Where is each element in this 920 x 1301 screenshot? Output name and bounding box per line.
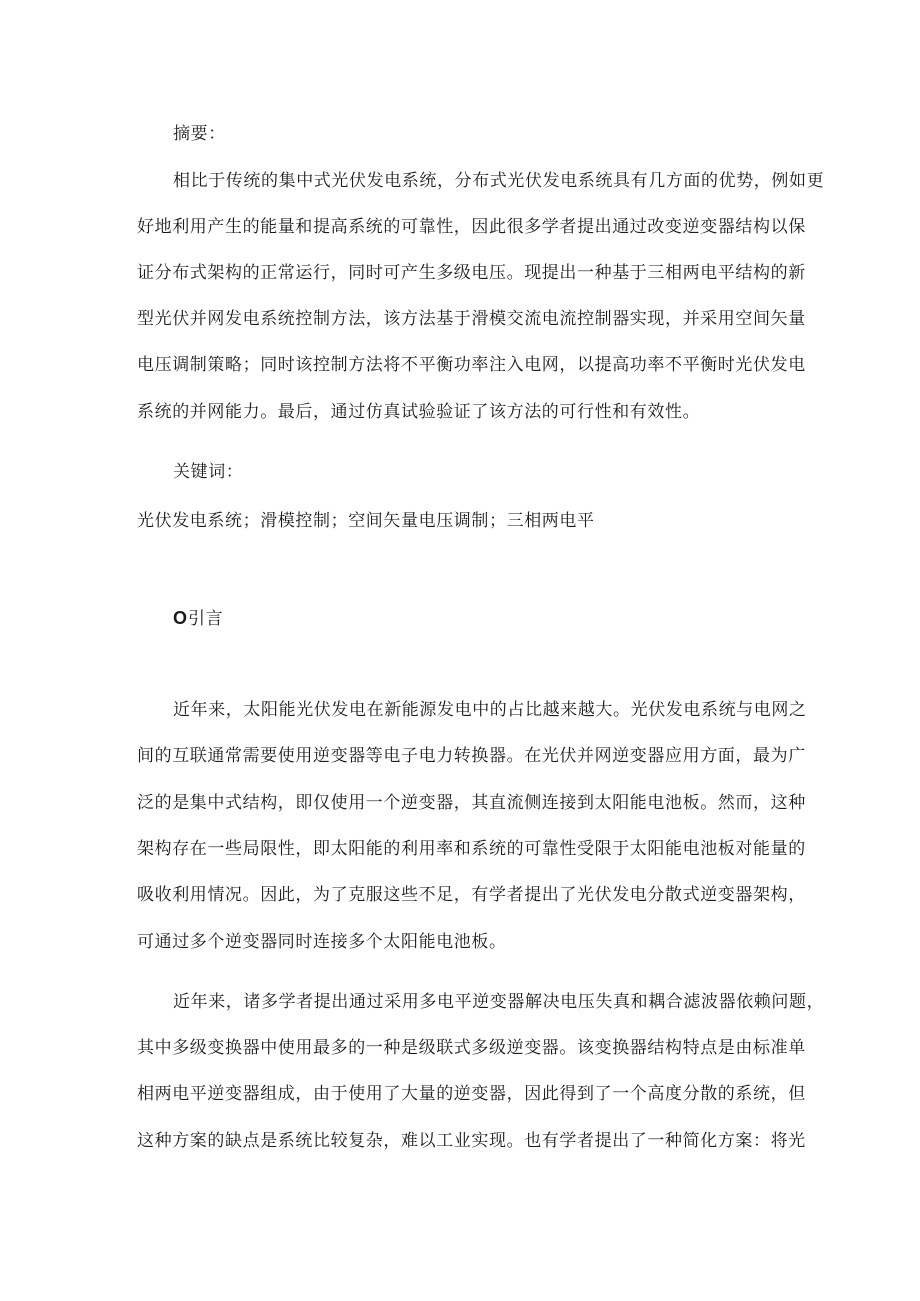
abstract-line: 相比于传统的集中式光伏发电系统，分布式光伏发电系统具有几方面的优势，例如更 xyxy=(173,171,825,191)
keywords-text: 光伏发电系统；滑模控制；空间矢量电压调制；三相两电平 xyxy=(137,511,595,531)
section-number: O xyxy=(173,608,188,628)
paragraph-line: 架构存在一些局限性，即太阳能的利用率和系统的可靠性受限于太阳能电池板对能量的 xyxy=(137,839,806,859)
paragraph-line: 可通过多个逆变器同时连接多个太阳能电池板。 xyxy=(137,932,507,952)
abstract-line: 证分布式架构的正常运行，同时可产生多级电压。现提出一种基于三相两电平结构的新 xyxy=(137,263,806,283)
abstract-line: 型光伏并网发电系统控制方法，该方法基于滑模交流电流控制器实现，并采用空间矢量 xyxy=(137,309,806,329)
paragraph-line: 吸收利用情况。因此，为了克服这些不足，有学者提出了光伏发电分散式逆变器架构， xyxy=(137,885,806,905)
abstract-line: 好地利用产生的能量和提高系统的可靠性，因此很多学者提出通过改变逆变器结构以保 xyxy=(137,217,806,237)
abstract-line: 系统的并网能力。最后，通过仿真试验验证了该方法的可行性和有效性。 xyxy=(137,402,701,422)
paragraph-line: 相两电平逆变器组成，由于使用了大量的逆变器，因此得到了一个高度分散的系统，但 xyxy=(137,1084,806,1104)
keywords-label: 关键词： xyxy=(173,462,244,482)
paragraph-line: 其中多级变换器中使用最多的一种是级联式多级逆变器。该变换器结构特点是由标准单 xyxy=(137,1038,806,1058)
section-heading xyxy=(173,607,223,630)
paragraph-line: 近年来，太阳能光伏发电在新能源发电中的占比越来越大。光伏发电系统与电网之 xyxy=(173,700,807,720)
paragraph-line: 间的互联通常需要使用逆变器等电子电力转换器。在光伏并网逆变器应用方面，最为广 xyxy=(137,746,806,766)
abstract-label: 摘要： xyxy=(173,124,226,144)
paragraph-line: 泛的是集中式结构，即仅使用一个逆变器，其直流侧连接到太阳能电池板。然而，这种 xyxy=(137,793,806,813)
paragraph-line: 这种方案的缺点是系统比较复杂，难以工业实现。也有学者提出了一种简化方案：将光 xyxy=(137,1131,806,1151)
section-title: 引言 xyxy=(188,609,224,629)
paragraph-line: 近年来，诸多学者提出通过采用多电平逆变器解决电压失真和耦合滤波器依赖问题， xyxy=(173,992,825,1012)
abstract-line: 电压调制策略；同时该控制方法将不平衡功率注入电网，以提高功率不平衡时光伏发电 xyxy=(137,355,806,375)
